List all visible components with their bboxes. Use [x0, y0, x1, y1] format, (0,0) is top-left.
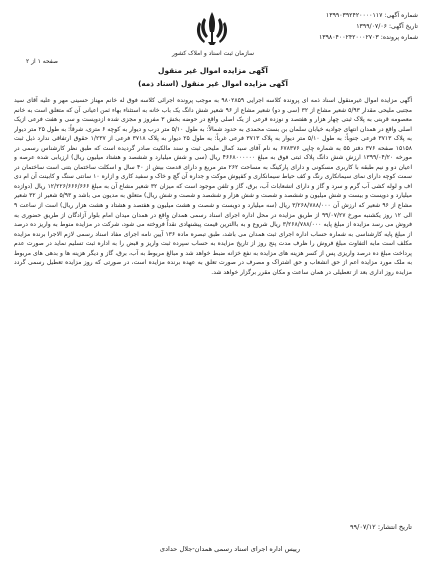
- case-number: ۱۳۹۸۰۴۰۰۲۴۲۰۰۰۲۷۰۳: [318, 34, 379, 41]
- ad-number-row: [268, 10, 418, 21]
- header-meta: [268, 10, 418, 43]
- ad-number: ۱۳۹۹۰۳۹۲۴۲۰۰۰۰۱۱۷: [325, 12, 383, 19]
- notice-title: آگهی مزایده اموال غیر منقول: [158, 66, 268, 75]
- ad-date: ۱۳۹۹/۰۷/۰۶: [356, 23, 387, 30]
- notice-body: آگهی مزایده اموال غیرمنقول اسناد ذمه ای پرونده کلاسه اجرایی ۹۸۰۲۸۵۹ به موجب پرونده اجرائی کلاسه فوق له خانم مهناز حسینی مهر و علیه آقای سید مجتبی ملیحی مقدار ۵/۹۳ شعیر مشاع از ۳۲ (سی و دو) شعیر مشاع از ۹۶ شعیر شش دانگ یک باب خانه به استثناء بهاء ثمن اعیانی آن که متعلق است به خانم معصومه قربنی به پلاک ثبتی چهار هزار و هفتصد و نوزده فرعی از یک اصلی واقع در حوضه بخش ۳ مفروز و مجزی شده ازدویست و سی و هفت فرعی ازیک اصلی واقع در همدان انتهای جوادیه خیابان سلمان بن بست محمدی به حدود شمالاً: به طول ۵/۱۰ متر درب و دیوار به کوچه ۶ متری، شرقاً: به طول ۲۵ متر دیوار به پلاک ۳۷۱۳ فرعی جنوباً: به طول ۵/۱۰ متر دیوار به پلاک ۳۷۱۳ فرعی غرباً: به طول ۲۵ دیوار به پلاک ۳۷۱۸ فرعی از ۱/۲۳۷ حقوق ارتفاقی ندارد ذیل ثبت ۱۵۱۵۸ صفحه ۳۷۶ دفتر ۵۵ به شماره چاپی ۶۷۸۳۷۶ به نام آقای سید کمال ملیحی ثبت و سند مالکیت صادر گردیده است که طبق نظر کارشناس رسمی در مورخه ۱۳۹۹/۰۴/۲۰ ارزش شش دانگ پلاک ثبتی فوق به مبلغ ۴۶۶۸۰۰۰۰۰۰ ریال (سی و شش میلیارد و ششصد و هشتاد میلیون ریال) ارزیابی شده عرصه و اعیان دو و نیم طبقه با کاربری مسکونی و دارای پارکینگ به مساحت ۲۶۲ متر مربع و دارای قدمت بیش از ۴۰ سال و اسکلت ساختمان بتنی است ساختمان در سمت کوچه دارای نمای سیمانکاری رنگ و کف حیاط سیمانکاری و کفپوش موکت و جداره آن گچ و خاک و سفید کاری و ازاره ۱۰ سانتی سنگ و کابینت آن ام دی اف و لوله کشی آب گرم و سرد و گاز و دارای انشعابات آب، برق، گاز و تلفن موجود است که میزان ۳۲ شعیر مشاع آن به مبلغ ۱۲/۲۲۶/۶۶۶/۶۶۶ ریال (دوازده میلیارد و دویست و بیست و شش میلیون و ششصد و شصت و شش هزار و ششصد و شصت و شش ریال) متعلق به مدیون می باشد و ۵/۹۳ شعیر از ۳۲ شعیر مشاع از ۹۶ شعیر که ارزش آن ۳/۲۶۸/۷۸۸/۰۰۰ ریال (سه میلیارد و دویست و شصت و هشت میلیون و هفتصد و هشتاد و هشت هزار ریال) است از ساعت ۹ الی ۱۲ روز یکشنبه مورخ ۹۹/۰۷/۲۷ از طریق مزایده در محل اداره اجرای اسناد رسمی همدان واقع در همدان میدان امام بلوار آزادگان از طریق حضوری به فروش می رسد مزایده از مبلغ پایه ۳/۲۶۸/۷۸۸/۰۰۰ ریال شروع و به باالترین قیمت پیشنهادی نقداً فروخته می شود، شرکت در مزایده منوط به واریز ده درصد از مبلغ پایه کارشناسی به شماره حساب اداره اجرای ثبت همدان می باشد، طبق تبصره ماده ۱۳۶ آیین نامه اجرای مفاد اسناد رسمی لازم الاجرا برنده مزایده مکلف است مابه التفاوت مبلغ فروش را ظرف مدت پنج روز از تاریخ مزایده به حساب سپرده ثبت واریز و قبض را به اداره ثبت تسلیم نماید در صورت عدم پرداخت مبلغ ده درصد واریزی پس از کسر هزینه های مزایده به نفع خزانه ضبط خواهد شد و مبالغ مربوط به آب، برق، گاز و دیگر هزینه ها و بدهی های مربوط به ملک مورد مزایده اعم از حق انشعاب و حق اشتراک و مصرف در صورت تعلق به عهده برنده مزایده است، در صورتی که روز مزایده تعطیل رسمی گردد مزایده روز اداری بعد از تعطیلی در همان ساعت و مکان مقرر برگزار خواهد شد.: [14, 97, 412, 276]
- notice-subtitle: آگهی مزایده اموال غیر منقول (اسناد ذمه): [138, 79, 288, 88]
- iran-emblem-logo: [190, 8, 234, 50]
- organization-name: سازمان ثبت اسناد و املاک کشور: [171, 50, 255, 57]
- ad-date-label: تاریخ آگهی:: [388, 23, 418, 30]
- ad-date-row: [268, 21, 418, 32]
- case-number-label: شماره پرونده:: [380, 34, 418, 41]
- case-number-row: [268, 32, 418, 43]
- titles: [0, 66, 426, 88]
- publish-date: ۹۹/۰۷/۱۲: [350, 523, 376, 531]
- page-number: صفحه ۱ از ۲: [26, 58, 58, 65]
- signature-line: رییس اداره اجرای اسناد رسمی همدان-جلال حدادی: [159, 545, 301, 553]
- publish-date-label: تاریخ انتشار:: [377, 523, 412, 531]
- publish-date-line: [350, 523, 412, 531]
- ad-number-label: شماره آگهی:: [384, 12, 418, 19]
